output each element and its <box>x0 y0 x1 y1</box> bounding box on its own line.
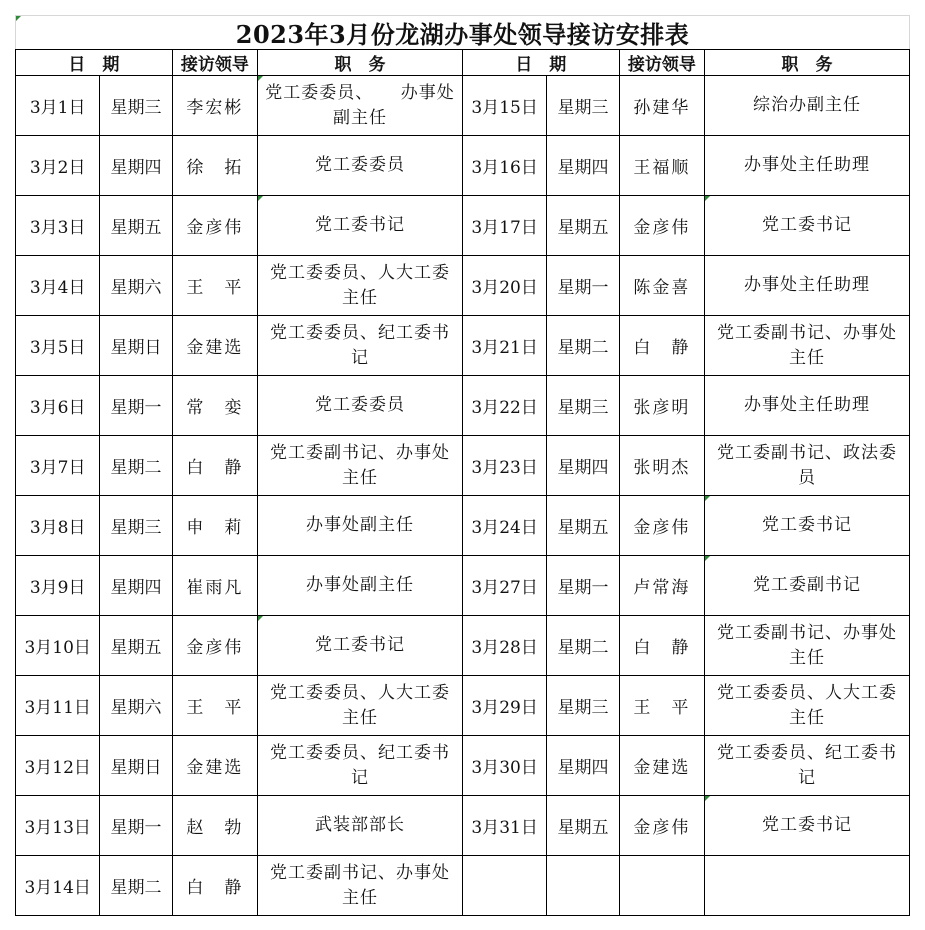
date-cell-right[interactable]: 3月30日 <box>462 736 546 796</box>
table-row <box>16 316 910 376</box>
position-cell-right[interactable]: 党工委委员、纪工委书记 <box>705 736 910 796</box>
table-row <box>16 196 910 256</box>
schedule-sheet <box>15 15 910 916</box>
header-position-right[interactable]: 职 务 <box>705 50 910 76</box>
weekday-cell-right[interactable] <box>547 856 619 916</box>
date-cell-left[interactable]: 3月7日 <box>16 436 100 496</box>
table-row <box>16 136 910 196</box>
table-row <box>16 796 910 856</box>
weekday-cell-right[interactable]: 星期五 <box>547 796 619 856</box>
weekday-cell-left[interactable]: 星期六 <box>100 256 172 316</box>
weekday-cell-right[interactable]: 星期三 <box>547 76 619 136</box>
position-cell-left[interactable]: 党工委委员 <box>258 136 463 196</box>
cell-comment-marker <box>16 16 21 21</box>
position-cell-right[interactable]: 办事处主任助理 <box>705 376 910 436</box>
weekday-cell-left[interactable]: 星期四 <box>100 556 172 616</box>
leader-cell-left[interactable]: 白 静 <box>172 436 257 496</box>
date-cell-left[interactable]: 3月4日 <box>16 256 100 316</box>
leader-cell-left[interactable]: 常 娈 <box>172 376 257 436</box>
table-row <box>16 496 910 556</box>
leader-cell-left[interactable]: 申 莉 <box>172 496 257 556</box>
weekday-cell-right[interactable]: 星期四 <box>547 136 619 196</box>
weekday-cell-left[interactable]: 星期五 <box>100 616 172 676</box>
leader-cell-right[interactable]: 金建选 <box>619 736 704 796</box>
position-cell-left[interactable]: 党工委委员、人大工委主任 <box>258 676 463 736</box>
weekday-cell-right[interactable]: 星期一 <box>547 556 619 616</box>
weekday-cell-right[interactable]: 星期四 <box>547 436 619 496</box>
weekday-cell-left[interactable]: 星期三 <box>100 496 172 556</box>
leader-cell-left[interactable]: 王 平 <box>172 676 257 736</box>
leader-cell-right[interactable]: 白 静 <box>619 316 704 376</box>
table-row <box>16 856 910 916</box>
date-cell-right[interactable]: 3月23日 <box>462 436 546 496</box>
table-row <box>16 436 910 496</box>
position-cell-right[interactable]: 办事处主任助理 <box>705 256 910 316</box>
leader-cell-right[interactable]: 陈金喜 <box>619 256 704 316</box>
date-cell-left[interactable]: 3月8日 <box>16 496 100 556</box>
position-cell-right[interactable]: 党工委书记 <box>705 196 910 256</box>
position-cell-left[interactable]: 党工委委员、 办事处副主任 <box>258 76 463 136</box>
weekday-cell-left[interactable]: 星期四 <box>100 136 172 196</box>
date-cell-left[interactable]: 3月11日 <box>16 676 100 736</box>
leader-cell-right[interactable]: 卢常海 <box>619 556 704 616</box>
table-title: 2023年3月份龙湖办事处领导接访安排表 <box>235 20 690 49</box>
date-cell-left[interactable]: 3月12日 <box>16 736 100 796</box>
leader-cell-left[interactable]: 金建选 <box>172 736 257 796</box>
position-cell-right[interactable]: 党工委副书记 <box>705 556 910 616</box>
date-cell-right[interactable]: 3月29日 <box>462 676 546 736</box>
weekday-cell-left[interactable]: 星期日 <box>100 736 172 796</box>
position-cell-right[interactable]: 党工委委员、人大工委主任 <box>705 676 910 736</box>
date-cell-left[interactable]: 3月13日 <box>16 796 100 856</box>
weekday-cell-right[interactable]: 星期三 <box>547 376 619 436</box>
date-cell-right[interactable]: 3月16日 <box>462 136 546 196</box>
header-leader-left[interactable]: 接访领导 <box>172 50 257 76</box>
weekday-cell-right[interactable]: 星期四 <box>547 736 619 796</box>
position-cell-right[interactable] <box>705 856 910 916</box>
weekday-cell-right[interactable]: 星期二 <box>547 616 619 676</box>
date-cell-right[interactable]: 3月24日 <box>462 496 546 556</box>
leader-cell-right[interactable]: 王福顺 <box>619 136 704 196</box>
weekday-cell-right[interactable]: 星期五 <box>547 196 619 256</box>
leader-cell-left[interactable]: 李宏彬 <box>172 76 257 136</box>
leader-cell-right[interactable] <box>619 856 704 916</box>
position-cell-right[interactable]: 综治办副主任 <box>705 76 910 136</box>
position-cell-left[interactable]: 办事处副主任 <box>258 556 463 616</box>
date-cell-right[interactable] <box>462 856 546 916</box>
header-date-right[interactable]: 日 期 <box>462 50 619 76</box>
date-cell-left[interactable]: 3月3日 <box>16 196 100 256</box>
position-cell-left[interactable]: 党工委委员、纪工委书记 <box>258 316 463 376</box>
weekday-cell-left[interactable]: 星期六 <box>100 676 172 736</box>
leader-cell-left[interactable]: 金彦伟 <box>172 616 257 676</box>
weekday-cell-left[interactable]: 星期一 <box>100 796 172 856</box>
leader-cell-left[interactable]: 徐 拓 <box>172 136 257 196</box>
schedule-body <box>16 76 910 916</box>
table-row <box>16 376 910 436</box>
date-cell-right[interactable]: 3月22日 <box>462 376 546 436</box>
weekday-cell-right[interactable]: 星期三 <box>547 676 619 736</box>
position-cell-right[interactable]: 党工委副书记、办事处主任 <box>705 316 910 376</box>
position-cell-left[interactable]: 党工委副书记、办事处主任 <box>258 436 463 496</box>
weekday-cell-left[interactable]: 星期日 <box>100 316 172 376</box>
position-cell-left[interactable]: 党工委书记 <box>258 616 463 676</box>
date-cell-right[interactable]: 3月31日 <box>462 796 546 856</box>
date-cell-right[interactable]: 3月21日 <box>462 316 546 376</box>
leader-cell-left[interactable]: 王 平 <box>172 256 257 316</box>
leader-cell-right[interactable]: 张明杰 <box>619 436 704 496</box>
position-cell-left[interactable]: 党工委副书记、办事处主任 <box>258 856 463 916</box>
table-row <box>16 616 910 676</box>
leader-cell-left[interactable]: 白 静 <box>172 856 257 916</box>
weekday-cell-left[interactable]: 星期二 <box>100 856 172 916</box>
table-row <box>16 676 910 736</box>
table-row <box>16 736 910 796</box>
date-cell-left[interactable]: 3月5日 <box>16 316 100 376</box>
weekday-cell-right[interactable]: 星期一 <box>547 256 619 316</box>
leader-cell-right[interactable]: 金彦伟 <box>619 496 704 556</box>
position-cell-left[interactable]: 党工委委员 <box>258 376 463 436</box>
date-cell-right[interactable]: 3月17日 <box>462 196 546 256</box>
date-cell-left[interactable]: 3月10日 <box>16 616 100 676</box>
leader-cell-right[interactable]: 孙建华 <box>619 76 704 136</box>
leader-cell-right[interactable]: 张彦明 <box>619 376 704 436</box>
position-cell-left[interactable]: 武装部部长 <box>258 796 463 856</box>
position-cell-right[interactable]: 党工委书记 <box>705 796 910 856</box>
table-row <box>16 556 910 616</box>
position-cell-left[interactable]: 党工委委员、人大工委主任 <box>258 256 463 316</box>
leader-cell-right[interactable]: 王 平 <box>619 676 704 736</box>
position-cell-left[interactable]: 党工委委员、纪工委书记 <box>258 736 463 796</box>
header-position-left[interactable]: 职 务 <box>258 50 463 76</box>
date-cell-right[interactable]: 3月27日 <box>462 556 546 616</box>
weekday-cell-left[interactable]: 星期一 <box>100 376 172 436</box>
date-cell-right[interactable]: 3月28日 <box>462 616 546 676</box>
weekday-cell-right[interactable]: 星期五 <box>547 496 619 556</box>
leader-cell-right[interactable]: 金彦伟 <box>619 796 704 856</box>
table-row <box>16 76 910 136</box>
leader-cell-left[interactable]: 金彦伟 <box>172 196 257 256</box>
title-row <box>15 15 910 49</box>
leader-cell-left[interactable]: 崔雨凡 <box>172 556 257 616</box>
weekday-cell-right[interactable]: 星期二 <box>547 316 619 376</box>
date-cell-left[interactable]: 3月6日 <box>16 376 100 436</box>
header-leader-right[interactable]: 接访领导 <box>619 50 704 76</box>
position-cell-left[interactable]: 办事处副主任 <box>258 496 463 556</box>
leader-cell-left[interactable]: 赵 勃 <box>172 796 257 856</box>
position-cell-left[interactable]: 党工委书记 <box>258 196 463 256</box>
date-cell-right[interactable]: 3月15日 <box>462 76 546 136</box>
table-row <box>16 256 910 316</box>
date-cell-left[interactable]: 3月1日 <box>16 76 100 136</box>
position-cell-right[interactable]: 党工委书记 <box>705 496 910 556</box>
position-cell-right[interactable]: 办事处主任助理 <box>705 136 910 196</box>
weekday-cell-left[interactable]: 星期二 <box>100 436 172 496</box>
date-cell-right[interactable]: 3月20日 <box>462 256 546 316</box>
schedule-table <box>15 49 910 916</box>
date-cell-left[interactable]: 3月14日 <box>16 856 100 916</box>
leader-cell-right[interactable]: 金彦伟 <box>619 196 704 256</box>
position-cell-right[interactable]: 党工委副书记、政法委员 <box>705 436 910 496</box>
weekday-cell-left[interactable]: 星期三 <box>100 76 172 136</box>
leader-cell-left[interactable]: 金建选 <box>172 316 257 376</box>
date-cell-left[interactable]: 3月9日 <box>16 556 100 616</box>
header-row <box>16 50 910 76</box>
header-date-left[interactable]: 日 期 <box>16 50 173 76</box>
leader-cell-right[interactable]: 白 静 <box>619 616 704 676</box>
weekday-cell-left[interactable]: 星期五 <box>100 196 172 256</box>
position-cell-right[interactable]: 党工委副书记、办事处主任 <box>705 616 910 676</box>
date-cell-left[interactable]: 3月2日 <box>16 136 100 196</box>
